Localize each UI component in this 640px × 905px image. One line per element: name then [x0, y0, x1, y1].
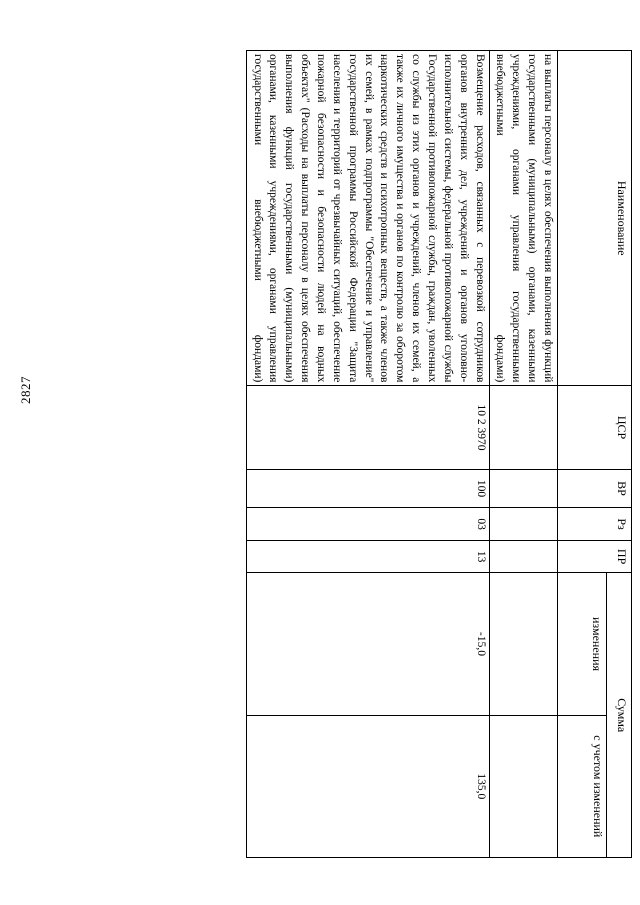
row-csr	[489, 386, 557, 469]
row-pr	[489, 540, 557, 573]
header-row-group	[607, 51, 632, 858]
page-number: 2827	[18, 376, 33, 404]
header-pr: ПР	[558, 540, 632, 573]
table-row	[246, 51, 489, 858]
row-pr: 13	[246, 540, 489, 573]
table-body	[246, 51, 557, 858]
table-header	[558, 51, 632, 858]
row-rz	[489, 508, 557, 541]
row-name: на выплаты персоналу в целях обеспечения выполнения функций государственными (муниципальными) органами, казенными учреждениями, органами управления государственными внебюджетными фондами)	[489, 51, 557, 386]
header-vr: ВР	[558, 469, 632, 508]
budget-table	[246, 50, 632, 858]
row-csr: 10 2 3970	[246, 386, 489, 469]
header-name: Наименование	[558, 51, 632, 386]
rotated-table-wrapper	[72, 50, 632, 858]
row-changes	[489, 573, 557, 715]
row-name: Возмещение расходов, связанных с перевозкой сотрудников органов внутренних дел, учреждений и органов уголовно-исполнительной системы, федеральной противопожарной службы Государственной противопожарной службы, граждан, уволенных со службы из этих органов и учреждений, членов их семей, а также их личного имущества и органов по контролю за оборотом наркотических средств и психотропных веществ, а также членов их семей, в рамках подпрограммы "Обеспечение и управление" государственной программы Российской Федерации "Защита населения и территорий от чрезвычайных ситуаций, обеспечение пожарной безопасности и безопасности людей на водных объектах" (Расходы на выплаты персоналу в целях обеспечения выполнения функций государственными (муниципальными) органами, казенными учреждениями, органами управления государственными внебюджетными фондами)	[246, 51, 489, 386]
row-changes: -15,0	[246, 573, 489, 715]
row-with-changes: 135,0	[246, 715, 489, 857]
header-sum-changes: изменения	[558, 573, 607, 715]
row-with-changes	[489, 715, 557, 857]
table-row	[489, 51, 557, 858]
row-vr: 100	[246, 469, 489, 508]
row-rz: 03	[246, 508, 489, 541]
row-vr	[489, 469, 557, 508]
header-rz: Рз	[558, 508, 632, 541]
header-csr: ЦСР	[558, 386, 632, 469]
header-sum-with-changes: с учетом изменений	[558, 715, 607, 857]
header-sum-group: Сумма	[607, 573, 632, 858]
